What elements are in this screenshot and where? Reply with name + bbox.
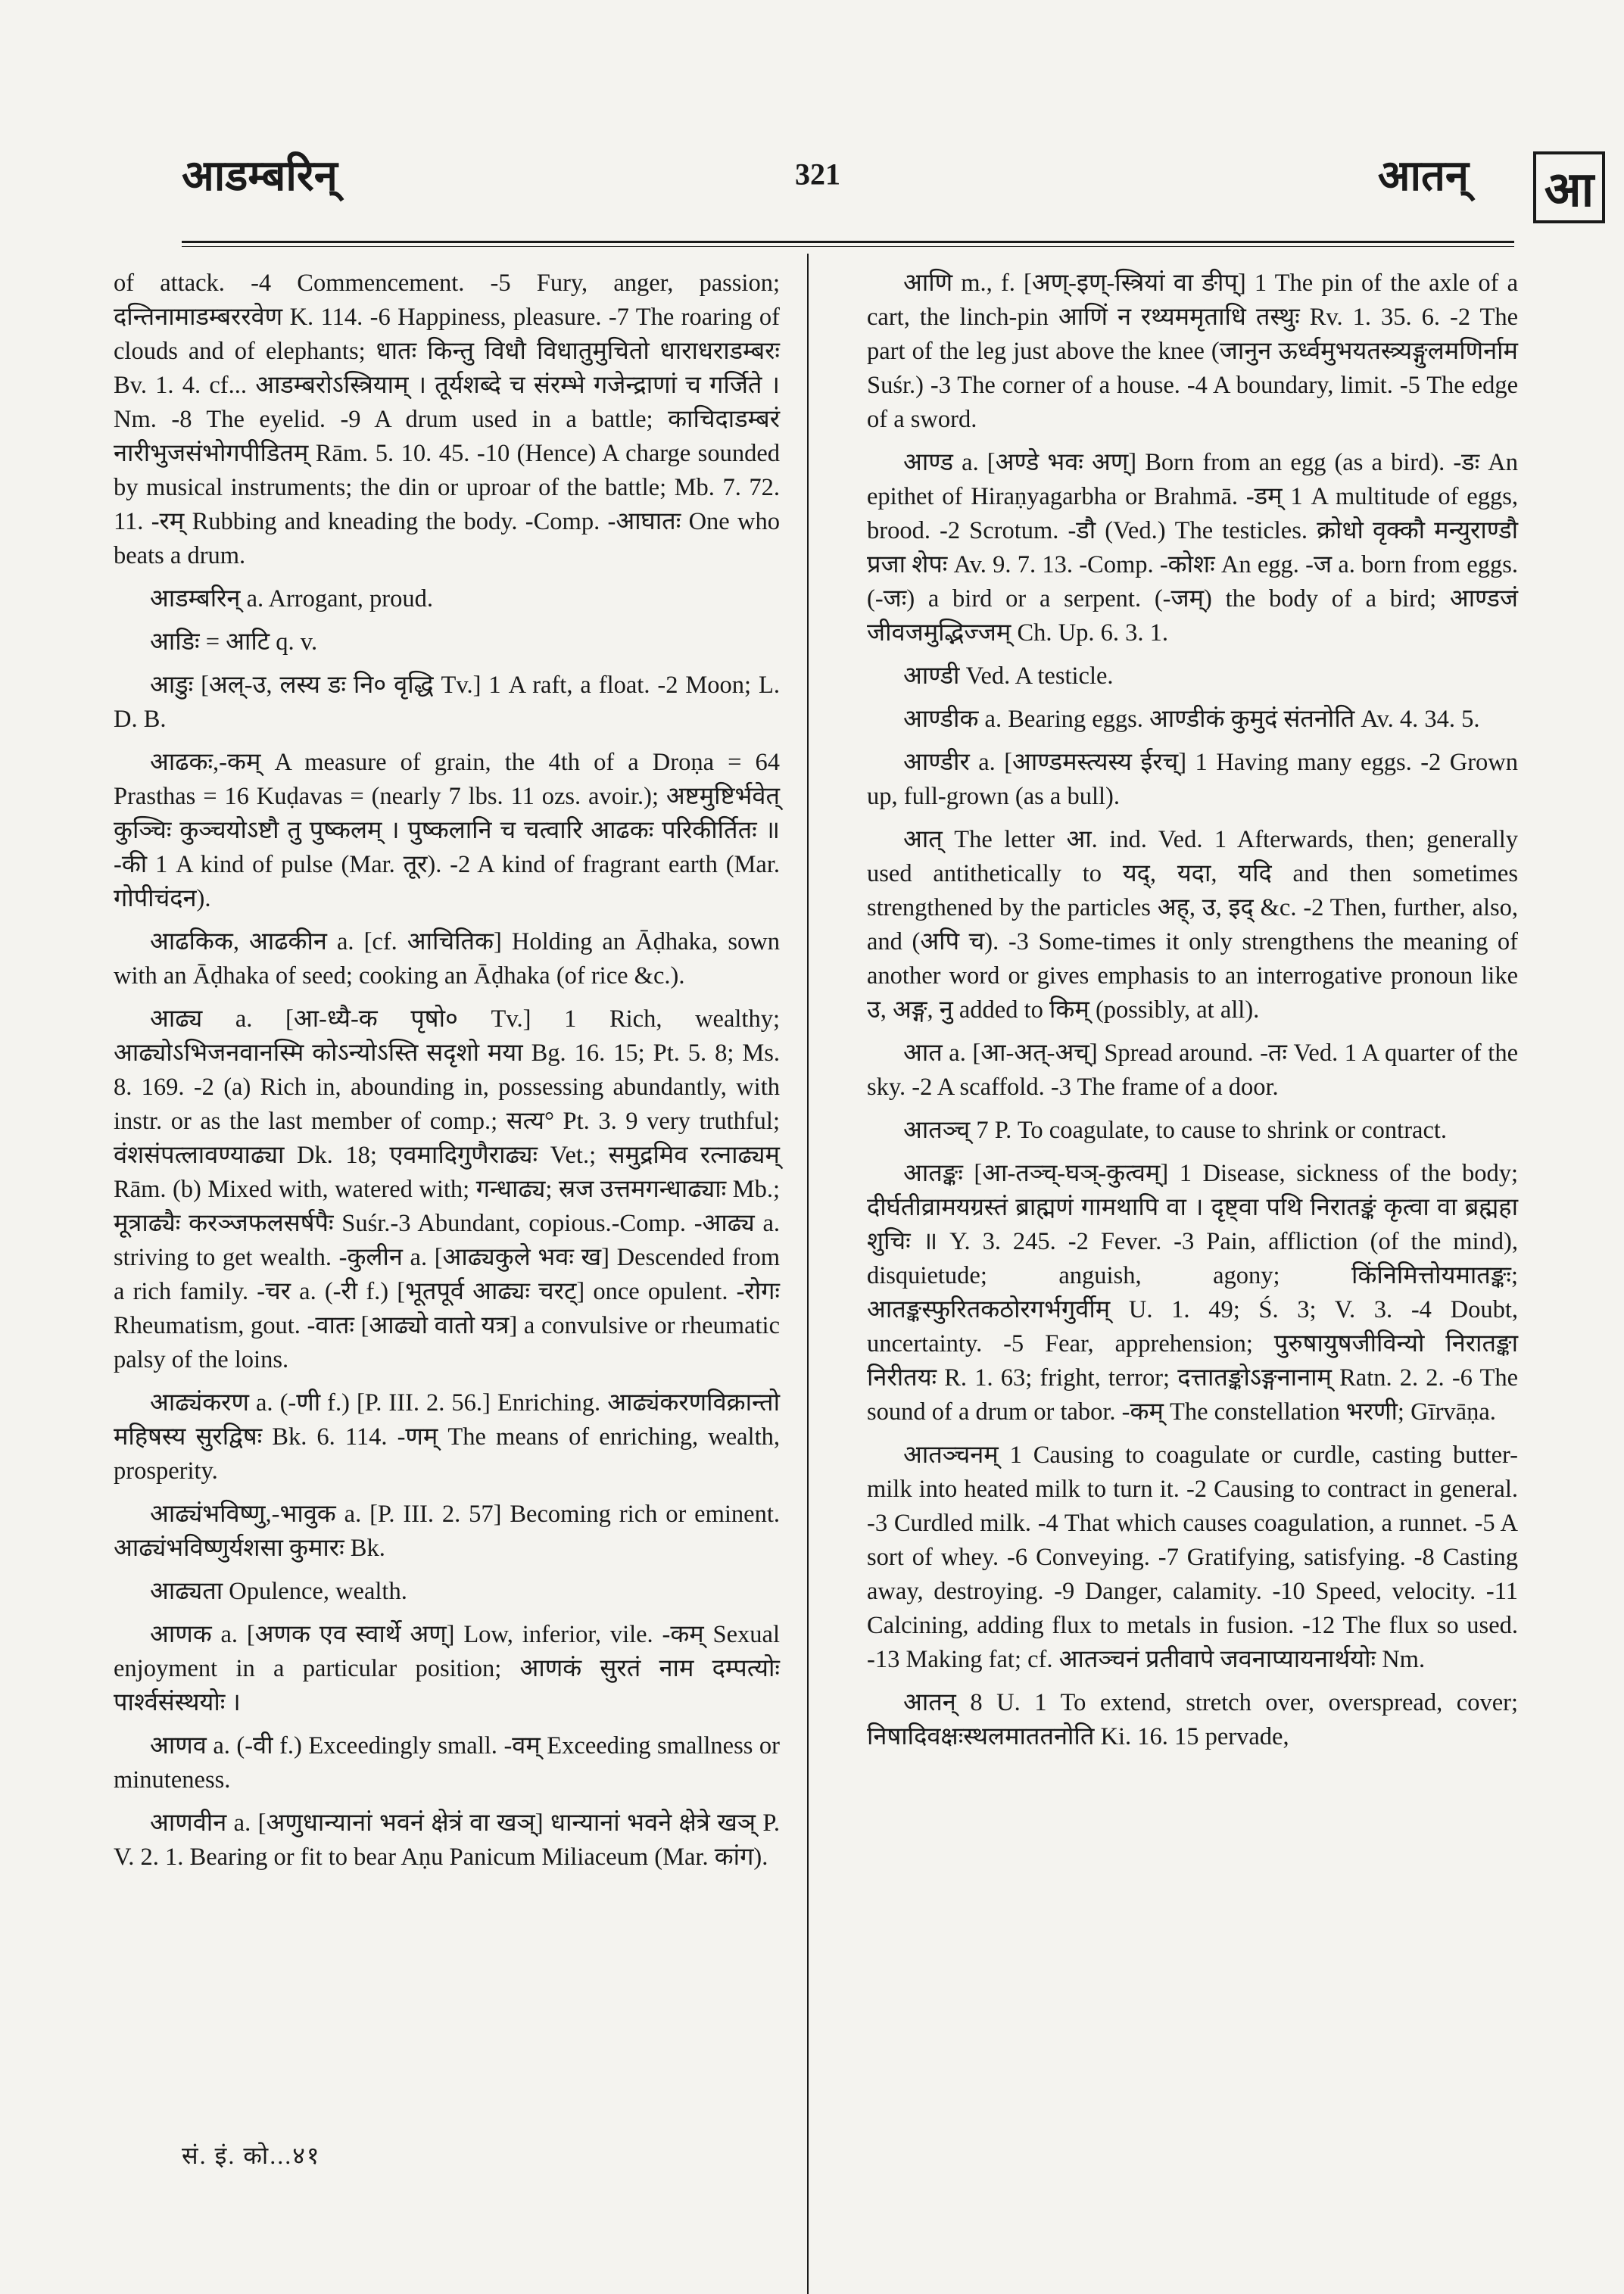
entry: आडम्बरिन् a. Arrogant, proud. [150, 585, 433, 612]
entry: आतञ्च् 7 P. To coagulate, to cause to shrink or contract. [903, 1117, 1448, 1144]
entry: आत a. [आ-अत्-अच्] Spread around. -तः Ved. 1 A quarter of the sky. -2 A scaffold. -3 The frame of a door. [867, 1039, 1518, 1101]
page-number: 321 [795, 157, 840, 192]
entry: आत् The letter आ. ind. Ved. 1 Afterwards, then; generally used antithetically to यद्, यदा, यदि and then sometimes strengthened by the particles अह्, उ, इद् &c. -2 Then, further, also, and (अपि च). -3 Some-times it only strengthens the meaning of another word or gives emphasis to an interrogative pronoun like उ, अङ्ग, नु added to किम् (possibly, at all). [867, 826, 1518, 1024]
entry: आण्डी Ved. A testicle. [903, 662, 1114, 690]
signature-mark: सं. इं. को...४१ [182, 2142, 321, 2169]
right-guide-word: आतन् [1377, 153, 1469, 200]
entry: आडिः = आटि q. v. [150, 628, 318, 656]
entry: आण्डीर a. [आण्डमस्त्यस्य ईरच्] 1 Having many eggs. -2 Grown up, full-grown (as a bull). [867, 749, 1518, 810]
entry: of attack. -4 Commencement. -5 Fury, anger, passion; दन्तिनामाडम्बररवेण K. 114. -6 Happiness, pleasure. -7 The roaring of clouds and of elephants; धातः किन्तु विधौ विधातुमुचितो धाराधराडम्बरः Bv. 1. 4. cf... आडम्बरोऽस्त्रियाम् । तूर्यशब्दे च संरम्भे गजेन्द्राणां च गर्जिते । Nm. -8 The eyelid. -9 A drum used in a battle; काचिदाडम्बरं नारीभुजसंभोगपीडितम् Rām. 5. 10. 45. -10 (Hence) A charge sounded by musical instruments; the din or uproar of the battle; Mb. 7. 72. 11. -रम् Rubbing and kneading the body. -Comp. -आघातः One who beats a drum. [114, 270, 780, 569]
header-rule [182, 241, 1514, 247]
entry: आणवीन a. [अणुधान्यानां भवनं क्षेत्रं वा खञ्] धान्यानां भवने क्षेत्रे खञ् P. V. 2. 1. Bearing or fit to bear Aṇu Panicum Miliaceum (Mar. कांग). [114, 1809, 780, 1871]
entry: आढ्यता Opulence, wealth. [150, 1578, 407, 1605]
entry: आढ्यंभविष्णु,-भावुक a. [P. III. 2. 57] Becoming rich or eminent. आढ्यंभविष्णुर्यशसा कुमारः Bk. [114, 1501, 780, 1562]
entry: आतन् 8 U. 1 To extend, stretch over, overspread, cover; निषादिवक्षःस्थलमाततनोति Ki. 16. 15 pervade, [867, 1689, 1518, 1750]
entry: आढकः,-कम् A measure of grain, the 4th of a Droṇa = 64 Prasthas = 16 Kuḍavas = (nearly 7 lbs. 11 ozs. avoir.); अष्टमुष्टिर्भवेत् कुञ्चिः कुञ्चयोऽष्टौ तु पुष्कलम् । पुष्कलानि च चत्वारि आढकः परिकीर्तितः ॥ -की 1 A kind of pulse (Mar. तूर). -2 A kind of fragrant earth (Mar. गोपीचंदन). [114, 749, 780, 912]
right-column [867, 266, 1518, 1763]
page-header [182, 114, 1529, 200]
column-divider [807, 254, 809, 2294]
entry: आढकिक, आढकीन a. [cf. आचितिक] Holding an Āḍhaka, sown with an Āḍhaka of seed; cooking an Āḍhaka (of rice &c.). [114, 928, 780, 990]
entry: आण्डीक a. Bearing eggs. आण्डीकं कुमुदं संतनोति Av. 4. 34. 5. [903, 706, 1480, 733]
entry: आतञ्चनम् 1 Causing to coagulate or curdle, casting butter-milk into heated milk to turn it. -2 Causing to contract in general. -3 Curdled milk. -4 That which causes coagulation, a runnet. -5 A sort of whey. -6 Conveying. -7 Gratifying, satisfying. -8 Casting away, destroying. -9 Danger, calamity. -10 Speed, velocity. -11 Calcining, adding flux to metals in fusion. -12 The flux so used. -13 Making fat; cf. आतञ्चनं प्रतीवापे जवनाप्यायनार्थयोः Nm. [867, 1442, 1518, 1673]
entry: आणव a. (-वी f.) Exceedingly small. -वम् Exceeding smallness or minuteness. [114, 1732, 780, 1794]
entry: आतङ्कः [आ-तञ्च्-घञ्-कुत्वम्] 1 Disease, sickness of the body; दीर्घतीव्रामयग्रस्तं ब्राह्मणं गामथापि वा । दृष्ट्वा पथि निरातङ्कं कृत्वा वा ब्रह्महा शुचिः ॥ Y. 3. 245. -2 Fever. -3 Pain, affliction (of the mind), disquietude; anguish, agony; किंनिमित्तोयमातङ्कः; आतङ्कस्फुरितकठोरगर्भगुर्वीम् U. 1. 49; Ś. 3; V. 3. -4 Doubt, uncertainty. -5 Fear, apprehension; पुरुषायुषजीविन्यो निरातङ्का निरीतयः R. 1. 63; fright, terror; दत्तातङ्कोऽङ्गनानाम् Ratn. 2. 2. -6 The sound of a drum or tabor. -कम् The constellation भरणी; Gīrvāṇa. [867, 1160, 1518, 1426]
thumb-index-tab [1533, 151, 1605, 223]
entry: आडुः [अल्-उ, लस्य डः नि० वृद्धि Tv.] 1 A raft, a float. -2 Moon; L. D. B. [114, 672, 780, 733]
entry: आणि m., f. [अण्-इण्-स्त्रियां वा ङीप्] 1 The pin of the axle of a cart, the linch-pin आणिं न रथ्यममृताधि तस्थुः Rv. 1. 35. 6. -2 The part of the leg just above the knee (जानुन ऊर्ध्वमुभयतस्त्र्यङ्गुलमणिर्नाम Suśr.) -3 The corner of a house. -4 A boundary, limit. -5 The edge of a sword. [867, 270, 1518, 433]
entry: आढ्यंकरण a. (-णी f.) [P. III. 2. 56.] Enriching. आढ्यंकरणविक्रान्तो महिषस्य सुरद्विषः Bk. 6. 114. -णम् The means of enriching, wealth, prosperity. [114, 1389, 780, 1485]
left-guide-word: आडम्बरिन् [182, 153, 338, 200]
entry: आणक a. [अणक एव स्वार्थे अण्] Low, inferior, vile. -कम् Sexual enjoyment in a particular position; आणकं सुरतं नाम दम्पत्योः पार्श्वसंस्थयोः । [114, 1621, 780, 1716]
entry: आण्ड a. [अण्डे भवः अण्] Born from an egg (as a bird). -डः An epithet of Hiraṇyagarbha or Brahmā. -डम् 1 A multitude of eggs, brood. -2 Scrotum. -डौ (Ved.) The testicles. क्रोधो वृक्कौ मन्युराण्डौ प्रजा शेपः Av. 9. 7. 13. -Comp. -कोशः An egg. -ज a. born from eggs. (-जः) a bird or a serpent. (-जम्) the body of a bird; आण्डजं जीवजमुद्भिज्जम् Ch. Up. 6. 3. 1. [867, 449, 1518, 647]
entry: आढ्य a. [आ-ध्यै-क पृषो० Tv.] 1 Rich, wealthy; आढ्योऽभिजनवानस्मि कोऽन्योऽस्ति सदृशो मया Bg. 16. 15; Pt. 5. 8; Ms. 8. 169. -2 (a) Rich in, abounding in, possessing abundantly, with instr. or as the last member of comp.; सत्य° Pt. 3. 9 very truthful; वंशसंपत्लावण्याढ्या Dk. 18; एवमादिगुणैराढ्यः Vet.; समुद्रमिव रत्नाढ्यम् Rām. (b) Mixed with, watered with; गन्धाढ्य; स्रज उत्तमगन्धाढ्याः Mb.; मूत्राढ्यैः करञ्जफलसर्षपैः Suśr.-3 Abundant, copious.-Comp. -आढ्य a. striving to get wealth. -कुलीन a. [आढ्यकुले भवः ख] Descended from a rich family. -चर a. (-री f.) [भूतपूर्व आढ्यः चरट्] once opulent. -रोगः Rheumatism, gout. -वातः [आढ्यो वातो यत्र] a convulsive or rheumatic palsy of the loins. [114, 1005, 780, 1373]
left-column [114, 266, 780, 1884]
thumb-index-letter: आ [1544, 163, 1594, 217]
